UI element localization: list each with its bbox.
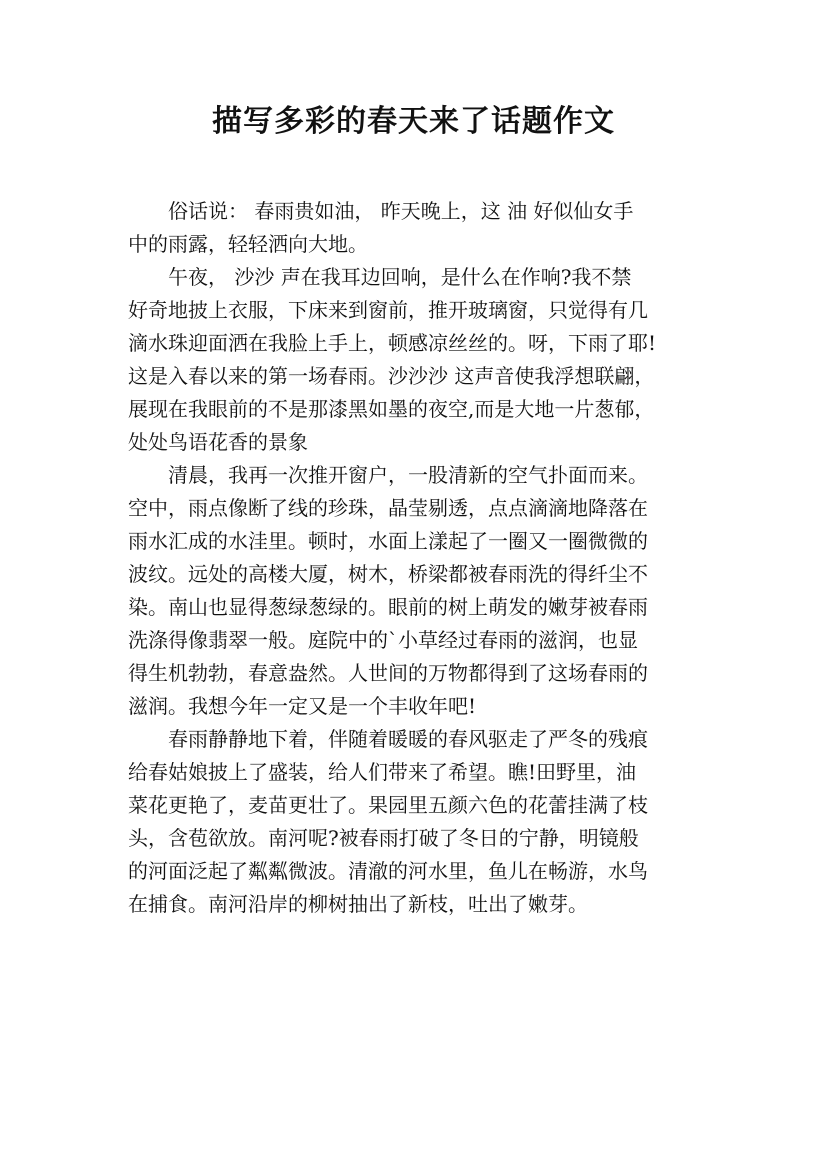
paragraph-3 bbox=[128, 459, 700, 723]
paragraph-1 bbox=[128, 195, 700, 261]
paragraph-line: 俗话说： 春雨贵如油， 昨天晚上，这 油 好似仙女手 bbox=[168, 199, 634, 223]
paragraph-line: 波纹。远处的高楼大厦，树木，桥梁都被春雨洗的得纤尘不 bbox=[128, 562, 648, 586]
paragraph-line: 给春姑娘披上了盛装，给人们带来了希望。瞧!田野里，油 bbox=[128, 760, 637, 784]
paragraph-line: 这是入春以来的第一场春雨。沙沙沙 这声音使我浮想联翩， bbox=[128, 364, 655, 388]
paragraph-4 bbox=[128, 723, 700, 921]
paragraph-line: 中的雨露，轻轻洒向大地。 bbox=[128, 232, 368, 256]
paragraph-line: 滴水珠迎面洒在我脸上手上，顿感凉丝丝的。呀，下雨了耶! bbox=[128, 331, 657, 355]
paragraph-line: 午夜， 沙沙 声在我耳边回响，是什么在作响?我不禁 bbox=[168, 265, 632, 289]
paragraph-line: 滋润。我想今年一定又是一个丰收年吧! bbox=[128, 694, 477, 718]
document-title: 描写多彩的春天来了话题作文 bbox=[212, 104, 615, 139]
paragraph-line: 春雨静静地下着，伴随着暖暖的春风驱走了严冬的残痕 bbox=[168, 727, 648, 751]
document-body bbox=[128, 195, 700, 921]
paragraph-line: 雨水汇成的水洼里。顿时，水面上漾起了一圈又一圈微微的 bbox=[128, 529, 648, 553]
paragraph-line: 菜花更艳了，麦苗更壮了。果园里五颜六色的花蕾挂满了枝 bbox=[128, 793, 648, 817]
paragraph-line: 染。南山也显得葱绿葱绿的。眼前的树上萌发的嫩芽被春雨 bbox=[128, 595, 648, 619]
paragraph-2 bbox=[128, 261, 700, 459]
paragraph-line: 展现在我眼前的不是那漆黑如墨的夜空,而是大地一片葱郁， bbox=[128, 397, 655, 421]
paragraph-line: 空中，雨点像断了线的珍珠，晶莹剔透，点点滴滴地降落在 bbox=[128, 496, 648, 520]
paragraph-line: 在捕食。南河沿岸的柳树抽出了新枝，吐出了嫩芽。 bbox=[128, 892, 588, 916]
paragraph-line: 洗涤得像翡翠一般。庭院中的`小草经过春雨的滋润，也显 bbox=[128, 628, 638, 652]
paragraph-line: 处处鸟语花香的景象 bbox=[128, 430, 308, 454]
paragraph-line: 头，含苞欲放。南河呢?被春雨打破了冬日的宁静，明镜般 bbox=[128, 826, 639, 850]
paragraph-line: 清晨，我再一次推开窗户，一股清新的空气扑面而来。 bbox=[168, 463, 648, 487]
paragraph-line: 好奇地披上衣服，下床来到窗前，推开玻璃窗，只觉得有几 bbox=[128, 298, 648, 322]
paragraph-line: 得生机勃勃，春意盎然。人世间的万物都得到了这场春雨的 bbox=[128, 661, 648, 685]
paragraph-line: 的河面泛起了粼粼微波。清澈的河水里，鱼儿在畅游，水鸟 bbox=[128, 859, 648, 883]
